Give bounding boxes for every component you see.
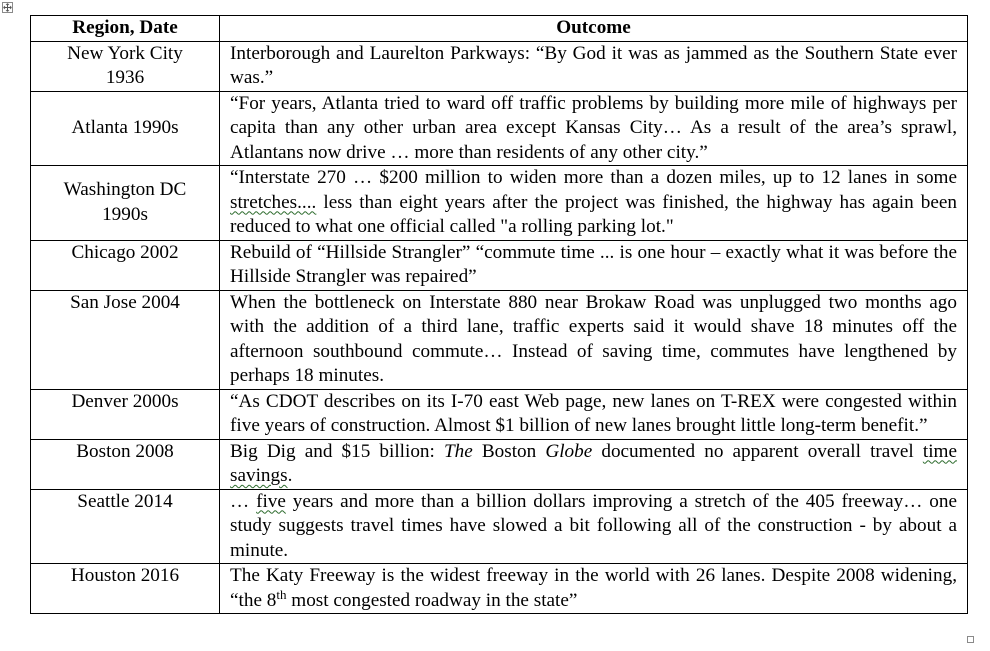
table-row	[31, 389, 968, 439]
region-date-header: Region, Date	[31, 16, 220, 42]
table-row	[31, 290, 968, 389]
table-move-handle-icon[interactable]	[2, 2, 13, 13]
table-row	[31, 91, 968, 166]
header-row	[31, 16, 968, 42]
table-row	[31, 439, 968, 489]
region-cell: Denver 2000s	[31, 389, 220, 439]
region-cell: Seattle 2014	[31, 489, 220, 564]
region-cell: Chicago 2002	[31, 240, 220, 290]
outcome-header: Outcome	[220, 16, 968, 42]
spellcheck-underlined-text: stretches....	[230, 191, 317, 213]
table-row	[31, 41, 968, 91]
outcomes-table	[30, 15, 968, 614]
spellcheck-underlined-text: time savings	[230, 440, 957, 486]
outcome-cell: Rebuild of “Hillside Strangler” “commute time ... is one hour – exactly what it was before the Hillside Strangler was repaired”	[220, 240, 968, 290]
outcome-cell: “For years, Atlanta tried to ward off traffic problems by building more mile of highways per capita than any other urban area except Kansas City… As a result of the area’s sprawl, Atlantans now drive … more than residents of any other city.”	[220, 91, 968, 166]
region-cell: San Jose 2004	[31, 290, 220, 389]
table-row	[31, 240, 968, 290]
outcome-cell: When the bottleneck on Interstate 880 near Brokaw Road was unplugged two months ago with the addition of a third lane, traffic experts said it would shave 18 minutes off the afternoon southbound commute… Instead of saving time, commutes have lengthened by perhaps 18 minutes.	[220, 290, 968, 389]
region-cell: Atlanta 1990s	[31, 91, 220, 166]
outcome-cell: “Interstate 270 … $200 million to widen more than a dozen miles, up to 12 lanes in some stretches.... less than eight years after the project was finished, the highway has again been reduced to what one official called "a rolling parking lot."	[220, 166, 968, 241]
table-row	[31, 166, 968, 241]
region-cell: New York City 1936	[31, 41, 220, 91]
table-row	[31, 489, 968, 564]
outcome-cell: Interborough and Laurelton Parkways: “By God it was as jammed as the Southern State ever was.”	[220, 41, 968, 91]
spellcheck-underlined-text: five	[256, 490, 286, 512]
outcome-cell: The Katy Freeway is the widest freeway in the world with 26 lanes. Despite 2008 widening, “the 8th most congested roadway in the state”	[220, 564, 968, 614]
table-resize-handle-icon[interactable]	[967, 636, 974, 643]
table-row	[31, 564, 968, 614]
region-cell: Boston 2008	[31, 439, 220, 489]
outcome-cell: Big Dig and $15 billion: The Boston Globe documented no apparent overall travel time savings.	[220, 439, 968, 489]
region-cell: Washington DC 1990s	[31, 166, 220, 241]
outcome-cell: … five years and more than a billion dollars improving a stretch of the 405 freeway… one study suggests travel times have slowed a bit following all of the construction - by about a minute.	[220, 489, 968, 564]
region-cell: Houston 2016	[31, 564, 220, 614]
outcome-cell: “As CDOT describes on its I-70 east Web page, new lanes on T-REX were congested within five years of construction. Almost $1 billion of new lanes brought little long-term benefit.”	[220, 389, 968, 439]
